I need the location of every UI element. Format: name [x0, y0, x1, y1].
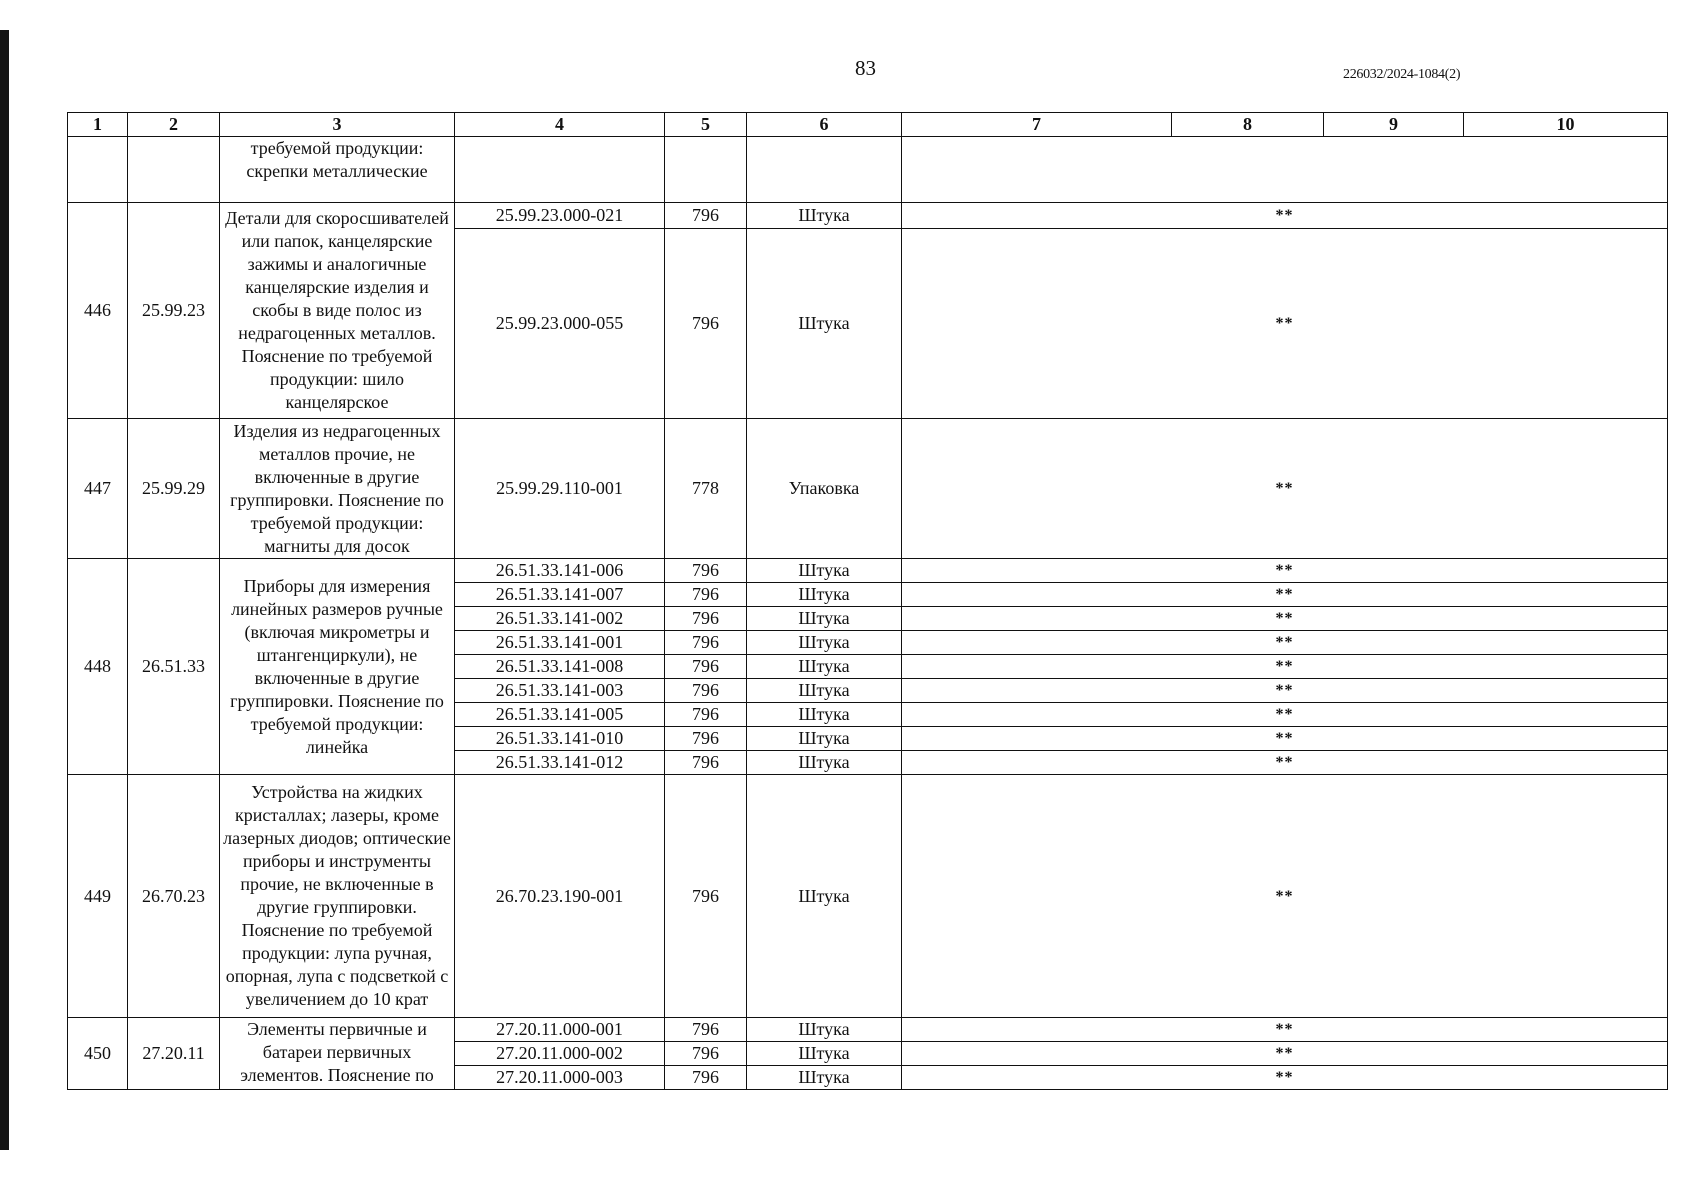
- unit-name: Штука: [747, 607, 902, 631]
- okei-code: 796: [665, 703, 747, 727]
- mark-cell: **: [902, 727, 1668, 751]
- col-header-8: 8: [1172, 113, 1324, 137]
- mark-cell: **: [902, 1066, 1668, 1090]
- header-row: [68, 113, 1668, 137]
- okpd-code: 25.99.23: [128, 203, 220, 419]
- unit-name: Штука: [747, 751, 902, 775]
- okei-code: 796: [665, 1042, 747, 1066]
- mark-cell: **: [902, 631, 1668, 655]
- unit-name: Штука: [747, 1018, 902, 1042]
- continuation-rest-cell: [902, 137, 1668, 203]
- product-description: Элементы первичные и батареи первичных элементов. Пояснение по: [220, 1018, 455, 1090]
- okei-code: 796: [665, 679, 747, 703]
- table-row: [68, 1018, 1668, 1042]
- row-number: 448: [68, 559, 128, 775]
- mark-cell: **: [902, 655, 1668, 679]
- mark-cell: **: [902, 1042, 1668, 1066]
- product-description: Устройства на жидких кристаллах; лазеры, кроме лазерных диодов; оптические приборы и инструменты прочие, не включенные в другие группировки. Пояснение по требуемой продукции: лупа ручная, опорная, лупа с подсветкой с увеличением до 10 крат: [220, 775, 455, 1018]
- ktru-code: 27.20.11.000-001: [455, 1018, 665, 1042]
- ktru-code: 26.70.23.190-001: [455, 775, 665, 1018]
- okei-code: 796: [665, 607, 747, 631]
- product-description: Детали для скоросшивателей или папок, канцелярские зажимы и аналогичные канцелярские изделия и скобы в виде полос из недрагоценных металлов. Пояснение по требуемой продукции: шило канцелярское: [220, 203, 455, 419]
- col-header-10: 10: [1464, 113, 1668, 137]
- row-number: 449: [68, 775, 128, 1018]
- mark-cell: **: [902, 703, 1668, 727]
- unit-name: Штука: [747, 583, 902, 607]
- continuation-unit-cell: [747, 137, 902, 203]
- product-description: Изделия из недрагоценных металлов прочие, не включенные в другие группировки. Пояснение по требуемой продукции: магниты для досок: [220, 419, 455, 559]
- okei-code: 796: [665, 229, 747, 419]
- scan-binding-edge: [0, 30, 9, 1150]
- products-table: [67, 112, 1668, 1090]
- row-number: 447: [68, 419, 128, 559]
- table-body: [68, 137, 1668, 1090]
- okei-code: 796: [665, 751, 747, 775]
- ktru-code: 26.51.33.141-001: [455, 631, 665, 655]
- ktru-code: 26.51.33.141-006: [455, 559, 665, 583]
- unit-name: Штука: [747, 703, 902, 727]
- ktru-code: 26.51.33.141-012: [455, 751, 665, 775]
- table-row: [68, 559, 1668, 583]
- unit-name: Штука: [747, 775, 902, 1018]
- col-header-6: 6: [747, 113, 902, 137]
- mark-cell: **: [902, 559, 1668, 583]
- continuation-description: требуемой продукции: скрепки металлические: [220, 137, 455, 203]
- ktru-code: 26.51.33.141-003: [455, 679, 665, 703]
- unit-name: Штука: [747, 203, 902, 229]
- row-number: 450: [68, 1018, 128, 1090]
- unit-name: Штука: [747, 727, 902, 751]
- okpd-code: 26.70.23: [128, 775, 220, 1018]
- col-header-7: 7: [902, 113, 1172, 137]
- mark-cell: **: [902, 679, 1668, 703]
- okei-code: 796: [665, 583, 747, 607]
- ktru-code: 26.51.33.141-007: [455, 583, 665, 607]
- okei-code: 796: [665, 655, 747, 679]
- okpd-code: 25.99.29: [128, 419, 220, 559]
- mark-cell: **: [902, 1018, 1668, 1042]
- mark-cell: **: [902, 607, 1668, 631]
- continuation-ktru-cell: [455, 137, 665, 203]
- mark-cell: **: [902, 775, 1668, 1018]
- table-row: [68, 775, 1668, 1018]
- unit-name: Штука: [747, 229, 902, 419]
- okei-code: 796: [665, 1018, 747, 1042]
- ktru-code: 26.51.33.141-005: [455, 703, 665, 727]
- okei-code: 796: [665, 727, 747, 751]
- ktru-code: 25.99.23.000-021: [455, 203, 665, 229]
- ktru-code: 25.99.29.110-001: [455, 419, 665, 559]
- row-number: 446: [68, 203, 128, 419]
- col-header-9: 9: [1324, 113, 1464, 137]
- ktru-code: 26.51.33.141-010: [455, 727, 665, 751]
- table-row: [68, 203, 1668, 229]
- continuation-code-cell: [128, 137, 220, 203]
- unit-name: Штука: [747, 631, 902, 655]
- product-description: Приборы для измерения линейных размеров ручные (включая микрометры и штангенциркули), не включенные в другие группировки. Пояснение по требуемой продукции: линейка: [220, 559, 455, 775]
- unit-name: Штука: [747, 1042, 902, 1066]
- continuation-num-cell: [68, 137, 128, 203]
- ktru-code: 25.99.23.000-055: [455, 229, 665, 419]
- col-header-1: 1: [68, 113, 128, 137]
- continuation-okei-cell: [665, 137, 747, 203]
- okpd-code: 26.51.33: [128, 559, 220, 775]
- okei-code: 796: [665, 775, 747, 1018]
- okei-code: 796: [665, 559, 747, 583]
- ktru-code: 26.51.33.141-002: [455, 607, 665, 631]
- okpd-code: 27.20.11: [128, 1018, 220, 1090]
- table-row: [68, 419, 1668, 559]
- mark-cell: **: [902, 583, 1668, 607]
- page-number: 83: [855, 56, 876, 80]
- col-header-5: 5: [665, 113, 747, 137]
- unit-name: Упаковка: [747, 419, 902, 559]
- mark-cell: **: [902, 751, 1668, 775]
- ktru-code: 27.20.11.000-003: [455, 1066, 665, 1090]
- unit-name: Штука: [747, 655, 902, 679]
- mark-cell: **: [902, 229, 1668, 419]
- okei-code: 796: [665, 631, 747, 655]
- mark-cell: **: [902, 203, 1668, 229]
- document-number: 226032/2024-1084(2): [1343, 67, 1461, 82]
- ktru-code: 27.20.11.000-002: [455, 1042, 665, 1066]
- continuation-row: [68, 137, 1668, 203]
- unit-name: Штука: [747, 559, 902, 583]
- okei-code: 796: [665, 1066, 747, 1090]
- okei-code: 796: [665, 203, 747, 229]
- col-header-3: 3: [220, 113, 455, 137]
- col-header-4: 4: [455, 113, 665, 137]
- unit-name: Штука: [747, 1066, 902, 1090]
- ktru-code: 26.51.33.141-008: [455, 655, 665, 679]
- mark-cell: **: [902, 419, 1668, 559]
- col-header-2: 2: [128, 113, 220, 137]
- okei-code: 778: [665, 419, 747, 559]
- unit-name: Штука: [747, 679, 902, 703]
